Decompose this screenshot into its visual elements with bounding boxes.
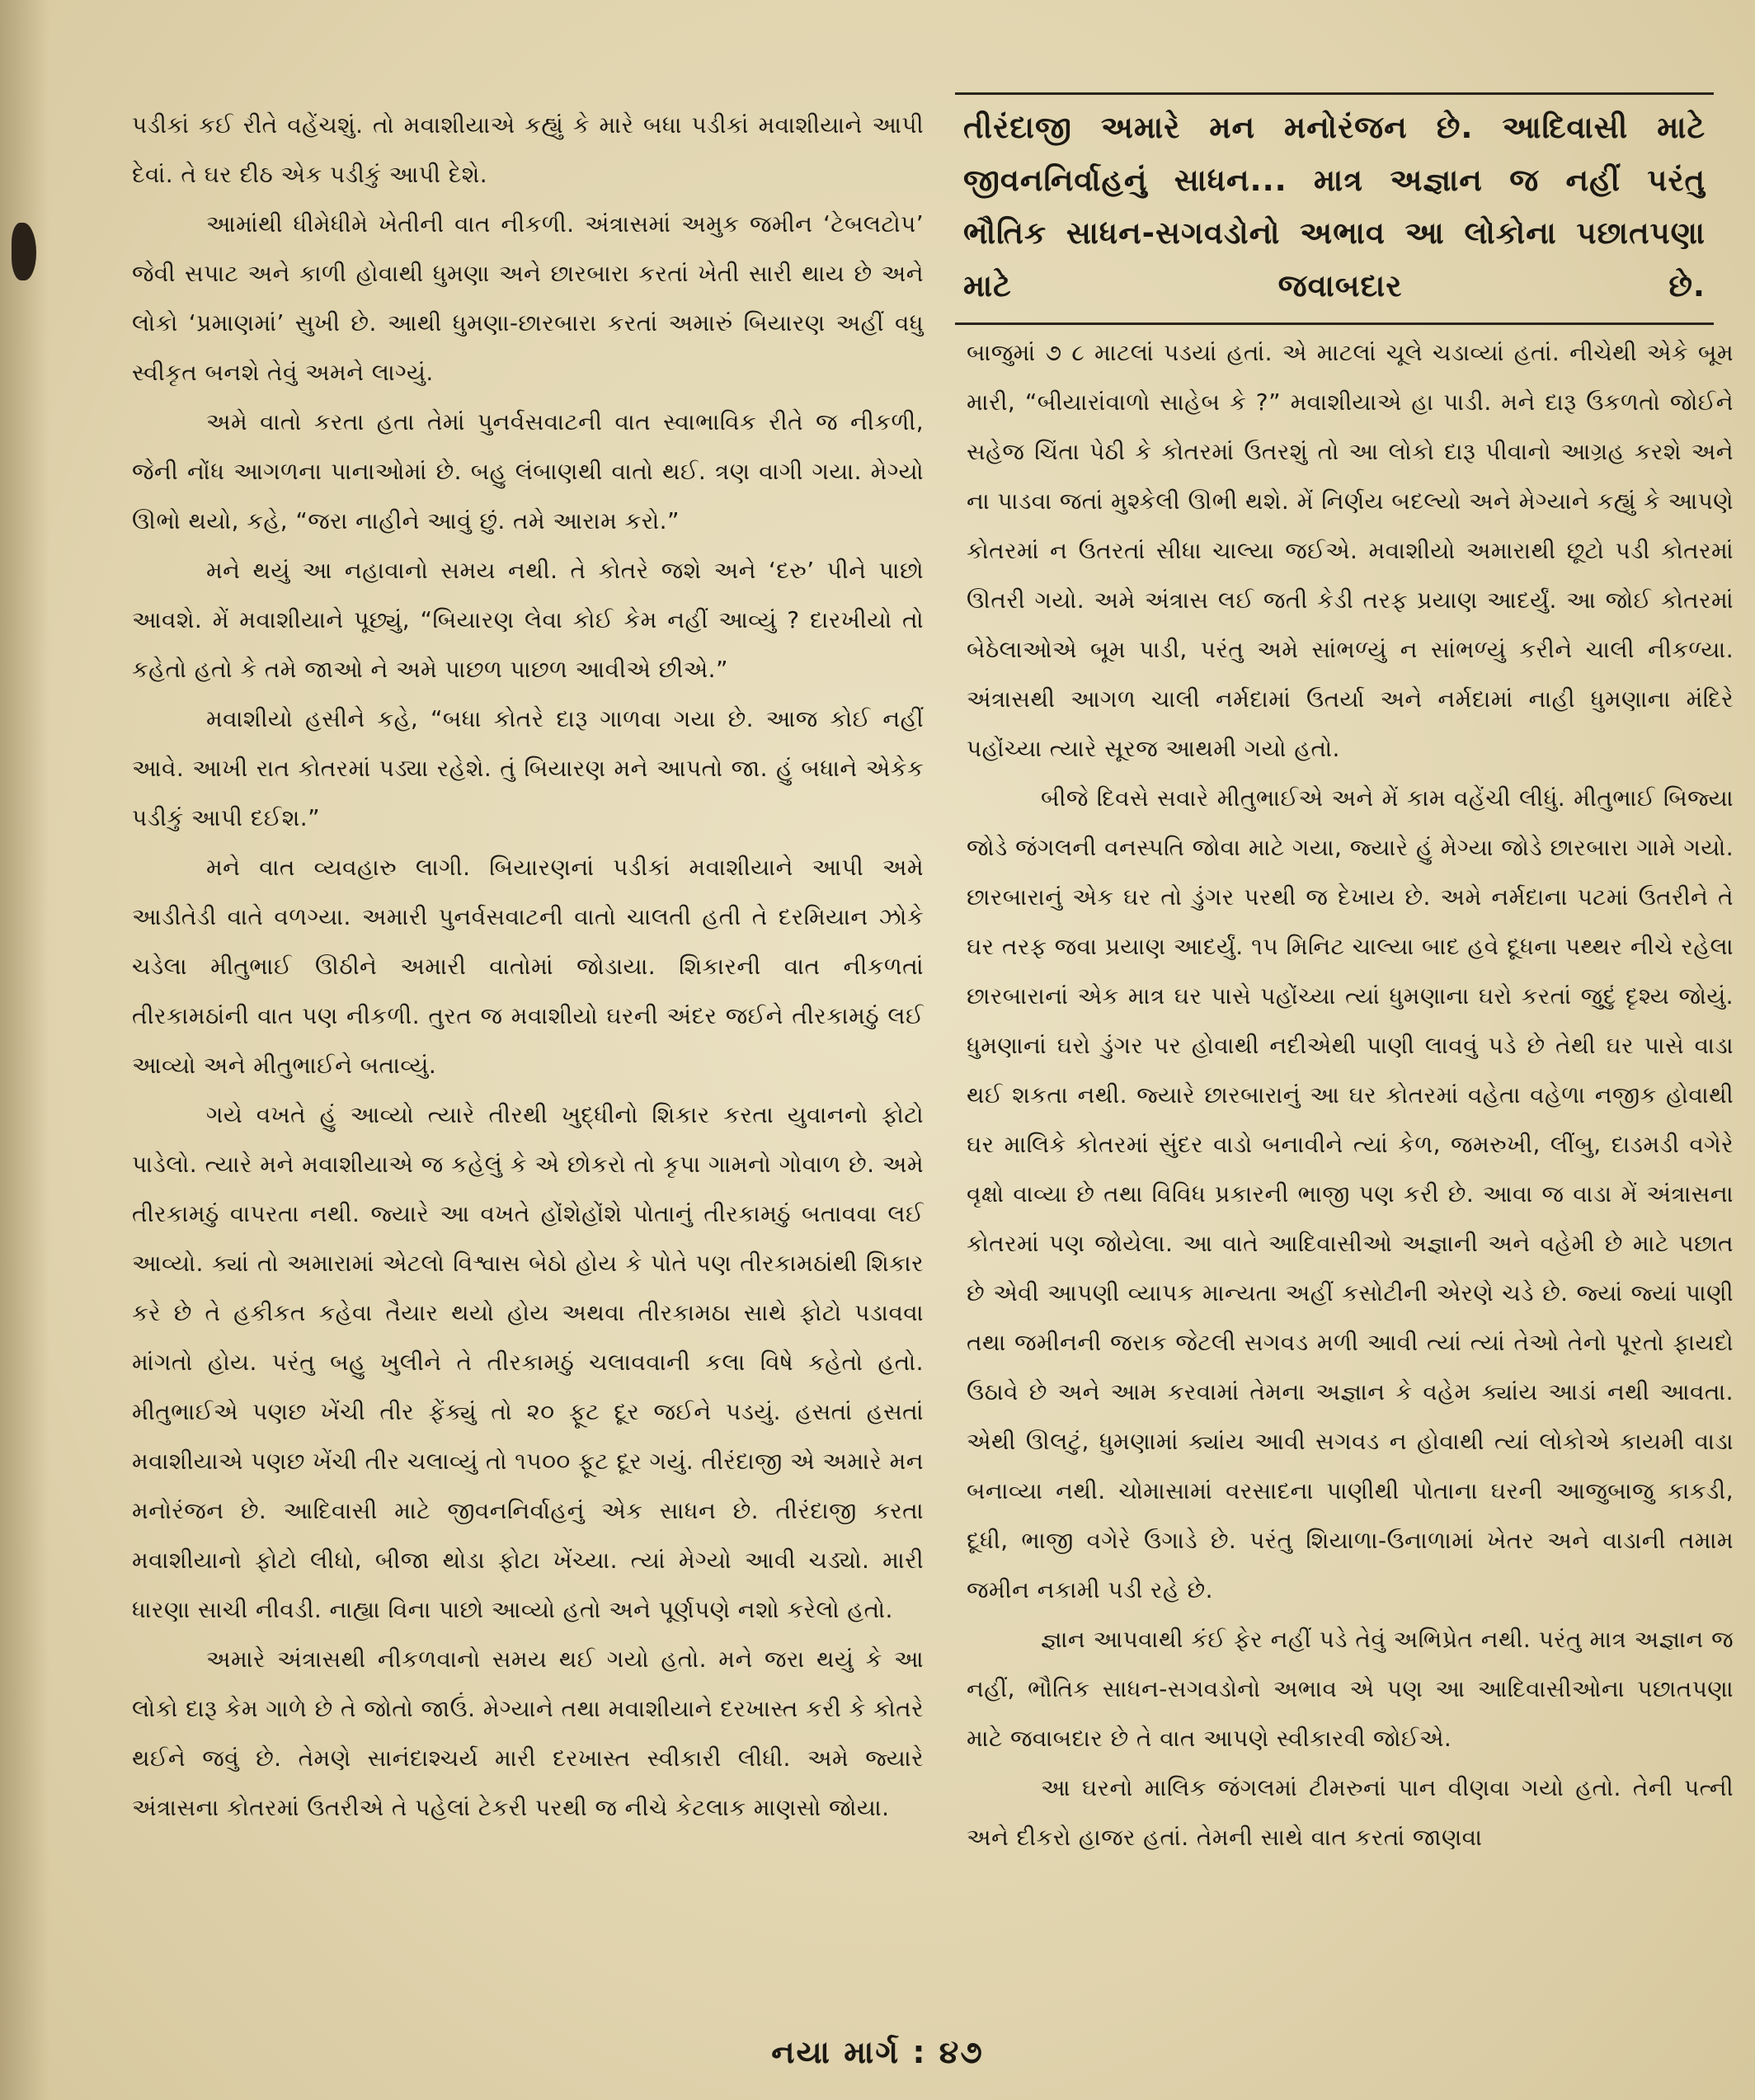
pull-quote: [955, 92, 1714, 325]
pull-quote-text: તીરંદાજી અમારે મન મનોરંજન છે. આદિવાસી માટે જીવનનિર્વાહનું સાધન... માત્ર અજ્ઞાન જ નહીં પરંતુ ભૌતિક સાધન-સગવડોનો અભાવ આ લોકોના પછાતપણા માટે જવાબદાર છે.: [963, 110, 1706, 304]
paragraph: મને વાત વ્યવહારુ લાગી. બિયારણનાં પડીકાં મવાશીયાને આપી અમે આડીતેડી વાતે વળગ્યા. અમારી પુનર્વસવાટની વાતો ચાલતી હતી તે દરમિયાન ઝોકે ચડેલા મીતુભાઈ ઊઠીને અમારી વાતોમાં જોડાયા. શિકારની વાત નીકળતાં તીરકામઠાંની વાત પણ નીકળી. તુરત જ મવાશીયો ઘરની અંદર જઈને તીરકામઠું લઈ આવ્યો અને મીતુભાઈને બતાવ્યું.: [132, 854, 924, 1079]
paragraph: આમાંથી ધીમેધીમે ખેતીની વાત નીકળી. અંત્રાસમાં અમુક જમીન ‘ટેબલટોપ’ જેવી સપાટ અને કાળી હોવાથી ધુમણા અને છારબારા કરતાં ખેતી સારી થાય છે અને લોકો ‘પ્રમાણમાં’ સુખી છે. આથી ધુમણા-છારબારા કરતાં અમારું બિયારણ અહીં વધુ સ્વીકૃત બનશે તેવું અમને લાગ્યું.: [132, 210, 924, 386]
paragraph: આ ઘરનો માલિક જંગલમાં ટીમરુનાં પાન વીણવા ગયો હતો. તેની પત્ની અને દીકરો હાજર હતાં. તેમની સાથે વાત કરતાં જાણવા: [967, 1774, 1734, 1851]
paragraph: જ્ઞાન આપવાથી કંઈ ફેર નહીં પડે તેવું અભિપ્રેત નથી. પરંતુ માત્ર અજ્ઞાન જ નહીં, ભૌતિક સાધન-સગવડોનો અભાવ એ પણ આ આદિવાસીઓના પછાતપણા માટે જવાબદાર છે તે વાત આપણે સ્વીકારવી જોઈએ.: [967, 1626, 1734, 1752]
paragraph: મને થયું આ નહાવાનો સમય નથી. તે કોતરે જશે અને ‘દરુ’ પીને પાછો આવશે. મેં મવાશીયાને પૂછ્યું, “બિયારણ લેવા કોઈ કેમ નહીં આવ્યું ? દારખીયો તો કહેતો હતો કે તમે જાઓ ને અમે પાછળ પાછળ આવીએ છીએ.”: [132, 557, 924, 683]
left-column: [132, 101, 924, 1833]
paragraph: ગયે વખતે હું આવ્યો ત્યારે તીરથી ખુદ્ધીનો શિકાર કરતા યુવાનનો ફોટો પાડેલો. ત્યારે મને મવાશીયાએ જ કહેલું કે એ છોકરો તો કૃપા ગામનો ગોવાળ છે. અમે તીરકામઠું વાપરતા નથી. જ્યારે આ વખતે હોંશેહોંશે પોતાનું તીરકામઠું બતાવવા લઈ આવ્યો. ક્યાં તો અમારામાં એટલો વિશ્વાસ બેઠો હોય કે પોતે પણ તીરકામઠાંથી શિકાર કરે છે તે હકીકત કહેવા તૈયાર થયો હોય અથવા તીરકામઠા સાથે ફોટો પડાવવા માંગતો હોય. પરંતુ બહુ ખુલીને તે તીરકામઠું ચલાવવાની કલા વિષે કહેતો હતો. મીતુભાઈએ પણછ ખેંચી તીર ફેંક્યું તો ૨૦ ફૂટ દૂર જઈને પડયું. હસતાં હસતાં મવાશીયાએ પણછ ખેંચી તીર ચલાવ્યું તો ૧૫૦૦ ફૂટ દૂર ગયું. તીરંદાજી એ અમારે મન મનોરંજન છે. આદિવાસી માટે જીવનનિર્વાહનું એક સાધન છે. તીરંદાજી કરતા મવાશીયાનો ફોટો લીધો, બીજા થોડા ફોટા ખેંચ્યા. ત્યાં મેગ્યો આવી ચડ્યો. મારી ધારણા સાચી નીવડી. નાહ્યા વિના પાછો આવ્યો હતો અને પૂર્ણપણે નશો કરેલો હતો.: [132, 1101, 924, 1623]
page-edge-stain: [0, 0, 49, 2100]
page-footer: નયા માર્ગ : ૪૭: [771, 2034, 984, 2070]
paragraph: અમારે અંત્રાસથી નીકળવાનો સમય થઈ ગયો હતો. મને જરા થયું કે આ લોકો દારૂ કેમ ગાળે છે તે જોતો જાઉં. મેગ્યાને તથા મવાશીયાને દરખાસ્ત કરી કે કોતરે થઈને જવું છે. તેમણે સાનંદાશ્ચર્ય મારી દરખાસ્ત સ્વીકારી લીધી. અમે જ્યારે અંત્રાસના કોતરમાં ઉતરીએ તે પહેલાં ટેકરી પરથી જ નીચે કેટલાક માણસો જોયા.: [132, 1646, 924, 1821]
paragraph: બાજુમાં ૭ ૮ માટલાં પડયાં હતાં. એ માટલાં ચૂલે ચડાવ્યાં હતાં. નીચેથી એકે બૂમ મારી, “બીયારાંવાળો સાહેબ કે ?” મવાશીયાએ હા પાડી. મને દારૂ ઉકળતો જોઈને સહેજ ચિંતા પેઠી કે કોતરમાં ઉતરશું તો આ લોકો દારૂ પીવાનો આગ્રહ કરશે અને ના પાડવા જતાં મુશ્કેલી ઊભી થશે. મેં નિર્ણય બદલ્યો અને મેગ્યાને કહ્યું કે આપણે કોતરમાં ન ઉતરતાં સીધા ચાલ્યા જઈએ. મવાશીયો અમારાથી છૂટો પડી કોતરમાં ઊતરી ગયો. અમે અંત્રાસ લઈ જતી કેડી તરફ પ્રયાણ આદર્યું. આ જોઈ કોતરમાં બેઠેલાઓએ બૂમ પાડી, પરંતુ અમે સાંભળ્યું ન સાંભળ્યું કરીને ચાલી નીકળ્યા. અંત્રાસથી આગળ ચાલી નર્મદામાં ઉતર્યા અને નર્મદામાં નાહી ધુમણાના મંદિરે પહોંચ્યા ત્યારે સૂરજ આથમી ગયો હતો.: [967, 339, 1734, 762]
paragraph: મવાશીયો હસીને કહે, “બધા કોતરે દારૂ ગાળવા ગયા છે. આજ કોઈ નહીં આવે. આખી રાત કોતરમાં પડ્યા રહેશે. તું બિયારણ મને આપતો જા. હું બધાને એકેક પડીકું આપી દઈશ.”: [132, 705, 924, 831]
paragraph: બીજે દિવસે સવારે મીતુભાઈએ અને મેં કામ વહેંચી લીધું. મીતુભાઈ બિજ્યા જોડે જંગલની વનસ્પતિ જોવા માટે ગયા, જ્યારે હું મેગ્યા જોડે છારબારા ગામે ગયો. છારબારાનું એક ઘર તો ડુંગર પરથી જ દેખાય છે. અમે નર્મદાના પટમાં ઉતરીને તે ઘર તરફ જવા પ્રયાણ આદર્યું. ૧૫ મિનિટ ચાલ્યા બાદ હવે દૂધના પથ્થર નીચે રહેલા છારબારાનાં એક માત્ર ઘર પાસે પહોંચ્યા ત્યાં ધુમણાના ઘરો કરતાં જુદું દૃશ્ય જોયું. ધુમણાનાં ઘરો ડુંગર પર હોવાથી નદીએથી પાણી લાવવું પડે છે તેથી ઘર પાસે વાડા થઈ શકતા નથી. જ્યારે છારબારાનું આ ઘર કોતરમાં વહેતા વહેળા નજીક હોવાથી ઘર માલિકે કોતરમાં સુંદર વાડો બનાવીને ત્યાં કેળ, જમરુખી, લીંબુ, દાડમડી વગેરે વૃક્ષો વાવ્યા છે તથા વિવિધ પ્રકારની ભાજી પણ કરી છે. આવા જ વાડા મેં અંત્રાસના કોતરમાં પણ જોયેલા. આ વાતે આદિવાસીઓ અજ્ઞાની અને વહેમી છે માટે પછાત છે એવી આપણી વ્યાપક માન્યતા અહીં કસોટીની એરણે ચડે છે. જ્યાં જ્યાં પાણી તથા જમીનની જરાક જેટલી સગવડ મળી આવી ત્યાં ત્યાં તેઓ તેનો પૂરતો ફાયદો ઉઠાવે છે અને આમ કરવામાં તેમના અજ્ઞાન કે વહેમ ક્યાંય આડાં નથી આવતા. એથી ઊલટું, ધુમણામાં ક્યાંય આવી સગવડ ન હોવાથી ત્યાં લોકોએ કાયમી વાડા બનાવ્યા નથી. ચોમાસામાં વરસાદના પાણીથી પોતાના ઘરની આજુબાજુ કાકડી, દૂધી, ભાજી વગેરે ઉગાડે છે. પરંતુ શિયાળા-ઉનાળામાં ખેતર અને વાડાની તમામ જમીન નકામી પડી રહે છે.: [967, 784, 1734, 1603]
paragraph: અમે વાતો કરતા હતા તેમાં પુનર્વસવાટની વાત સ્વાભાવિક રીતે જ નીકળી, જેની નોંધ આગળના પાનાઓમાં છે. બહુ લંબાણથી વાતો થઈ. ત્રણ વાગી ગયા. મેગ્યો ઊભો થયો, કહે, “જરા નાહીને આવું છું. તમે આરામ કરો.”: [132, 408, 924, 534]
paragraph: પડીકાં કઈ રીતે વહેંચશું. તો મવાશીયાએ કહ્યું કે મારે બધા પડીકાં મવાશીયાને આપી દેવાં. તે ઘર દીઠ એક પડીકું આપી દેશે.: [132, 111, 924, 188]
right-column: [967, 328, 1734, 1862]
paper-damage: [12, 223, 36, 280]
